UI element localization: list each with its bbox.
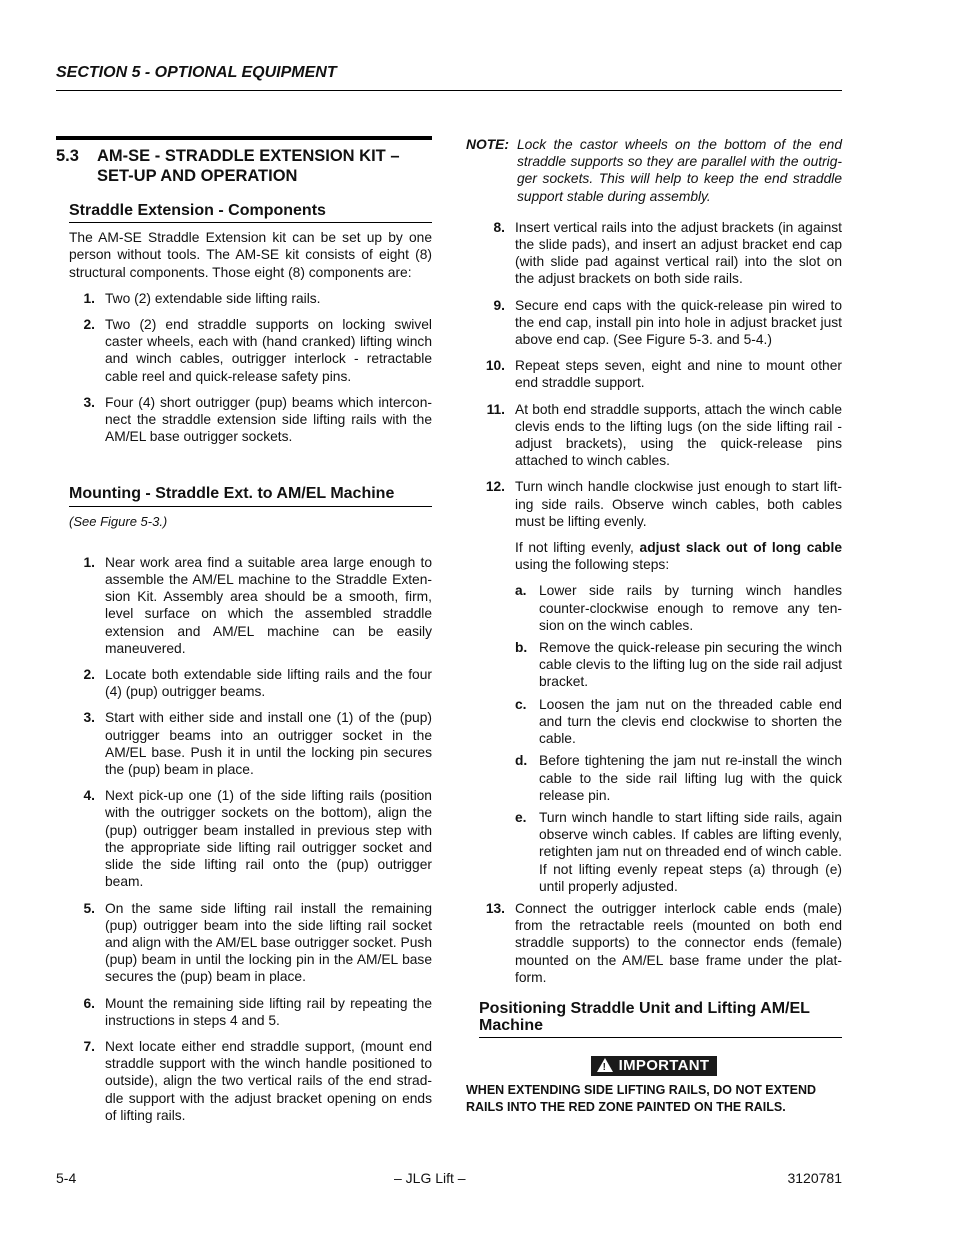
- components-intro: The AM-SE Straddle Extension kit can be set up by one person without tools. The AM-SE kit consists of eight (8) structural components. Those eight (8) components are:: [69, 230, 432, 280]
- item-letter: c.: [515, 696, 527, 712]
- item-text: Start with either side and install one (1) of the (pup) outrigger beams into an outrigger socket in the AM/EL base. Push it in until the locking pin secures the (pup) beam in place.: [105, 710, 432, 778]
- sub-list-item: [515, 809, 842, 895]
- item-letter: a.: [515, 583, 527, 599]
- item-number: 7.: [83, 1038, 95, 1054]
- not-lifting-paragraph: [515, 539, 842, 573]
- list-item: [69, 666, 432, 700]
- item-number: 2.: [83, 317, 95, 333]
- item-text: Before tightening the jam nut re-install the winch cable to the side rail lifting lug with the quick release pin.: [539, 753, 842, 803]
- item-number: 2.: [83, 667, 95, 683]
- item-text: Loosen the jam nut on the threaded cable end and turn the clevis end clockwise to shorten the cable.: [539, 696, 842, 747]
- sub-list-item: [515, 752, 842, 804]
- item-number: 13.: [485, 900, 505, 916]
- positioning-heading: Positioning Straddle Unit and Lifting AM/EL Machine: [479, 1000, 842, 1038]
- item-text: Locate both extendable side lifting rails and the four (4) (pup) outrigger beams.: [105, 667, 432, 700]
- important-text: WHEN EXTENDING SIDE LIFTING RAILS, DO NOT EXTEND RAILS INTO THE RED ZONE PAINTED ON THE RAILS.: [466, 1082, 817, 1114]
- paragraph-bold-text: adjust slack out of long cable: [639, 540, 842, 556]
- item-number: 9.: [493, 297, 505, 313]
- mounting-heading: Mounting - Straddle Ext. to AM/EL Machine: [69, 485, 432, 506]
- item-letter: e.: [515, 809, 527, 825]
- item-text: Remove the quick-release pin securing the winch cable clevis to the lifting lug on the side rail adjust bracket.: [539, 640, 842, 690]
- sub-list-item: [515, 582, 842, 634]
- item-text: Mount the remaining side lifting rail by repeating the instructions in steps 4 and 5.: [105, 995, 432, 1028]
- section-title-text: AM-SE - STRADDLE EXTENSION KIT – SET-UP AND OPERATION: [97, 147, 400, 185]
- important-badge: [591, 1056, 718, 1075]
- item-number: 3.: [83, 710, 95, 726]
- item-text: Near work area find a suitable area large enough to assemble the AM/EL machine to the Straddle Exten-sion Kit. Assembly area should be a smooth, firm, level surface on which the assembled straddle extension and AM/EL machine can be easily maneuvered.: [105, 554, 432, 656]
- item-text: Turn winch handle to start lifting side rails, again observe winch cables. If cables are lifting evenly, retighten jam nut on threaded end of winch cable. If not lifting evenly repeat steps (a) through (e) until properly adjusted.: [539, 809, 842, 894]
- item-number: 5.: [83, 900, 95, 916]
- section-header: SECTION 5 - OPTIONAL EQUIPMENT: [56, 64, 842, 91]
- list-item: [466, 297, 842, 349]
- figure-reference: (See Figure 5-3.): [69, 513, 168, 529]
- item-letter: b.: [515, 640, 528, 656]
- document-number: 3120781: [787, 1170, 842, 1186]
- item-text: Connect the outrigger interlock cable ends (male) from the retractable reels (mounted on both end straddle supports) to the connector ends (female) mounted on the AM/EL base frame under the plat-form.: [515, 900, 842, 985]
- item-number: 1.: [83, 554, 95, 570]
- list-item: [69, 394, 432, 446]
- item-number: 6.: [83, 995, 95, 1011]
- item-text: Two (2) end straddle supports on locking swivel caster wheels, each with (hand cranked) lifting winch and winch cables, outrigger interlock - retractable cable reel and quick-release safety pins.: [105, 317, 432, 384]
- item-text: Secure end caps with the quick-release pin wired to the end cap, install pin into hole in adjust bracket just above end cap. (See Figure 5-3. and 5-4.): [515, 297, 842, 348]
- important-banner: [466, 1056, 842, 1075]
- item-number: 8.: [493, 219, 505, 235]
- item-number: 10.: [485, 358, 505, 374]
- list-item: [69, 900, 432, 986]
- sub-list-item: [515, 639, 842, 691]
- item-number: 1.: [83, 290, 95, 306]
- note-block: [466, 136, 842, 205]
- item-text: At both end straddle supports, attach the winch cable clevis ends to the lifting lugs (on the side lifting rail - adjust brackets), using the quick-release pins attached to winch cables.: [515, 401, 842, 469]
- item-number: 12.: [485, 479, 505, 495]
- item-text: On the same side lifting rail install the remaining (pup) outrigger beam into the side lifting rail socket and align with the AM/EL base outrigger socket. Push (pup) beam in until the locking pin in the AM/EL base secures the (pup) beam in place.: [105, 900, 432, 985]
- list-item: [69, 316, 432, 385]
- paragraph-text: using the following steps:: [515, 557, 670, 573]
- page-number: 5-4: [56, 1170, 77, 1186]
- item-number: 4.: [83, 788, 95, 804]
- item-text: Next locate either end straddle support, (mount end straddle support with the winch handle positioned to outside), align the two vertical rails of the end strad-dle support with the adjust bracket opening on ends of lifting rails.: [105, 1038, 432, 1123]
- item-letter: d.: [515, 753, 528, 769]
- item-number: 11.: [486, 401, 505, 417]
- section-title: [56, 136, 432, 186]
- item-text: Next pick-up one (1) of the side lifting rails (position with the outrigger sockets on the bottom), align the (pup) outrigger beam installed in previous step with the appropriate side lifting rail outrigger socket and slide the side lifting rail onto the (pup) outrigger beam.: [105, 788, 432, 890]
- list-item: [466, 478, 842, 530]
- item-text: Repeat steps seven, eight and nine to mount other end straddle support.: [515, 358, 842, 391]
- list-item: [466, 900, 842, 986]
- warning-triangle-icon: [597, 1058, 613, 1072]
- footer-center: – JLG Lift –: [394, 1170, 466, 1186]
- item-number: 3.: [83, 394, 95, 410]
- components-heading: Straddle Extension - Components: [69, 202, 432, 223]
- list-item: [466, 219, 842, 288]
- list-item: [69, 290, 432, 307]
- list-item: [69, 709, 432, 778]
- left-column: [56, 136, 432, 1133]
- list-item: [69, 554, 432, 657]
- note-text: Lock the castor wheels on the bottom of the end straddle supports so they are parallel with the outrig-ger sockets. This will help to keep the end straddle support stable during assembly.: [517, 137, 842, 204]
- right-column: [466, 136, 842, 1116]
- list-item: [69, 787, 432, 890]
- list-item: [466, 401, 842, 470]
- section-number: 5.3: [56, 147, 79, 165]
- list-item: [69, 995, 432, 1029]
- important-label: IMPORTANT: [618, 1057, 710, 1075]
- item-text: Insert vertical rails into the adjust brackets (in against the slide pads), and insert an adjust bracket end cap (with slide pad against vertical rail) into the slot on the adjust brackets on both side rails.: [515, 219, 842, 287]
- item-text: Four (4) short outrigger (pup) beams which intercon-nect the straddle extension side lifting rails with the AM/EL base outrigger sockets.: [105, 394, 432, 445]
- sub-list-item: [515, 696, 842, 748]
- note-label: NOTE:: [466, 137, 509, 152]
- item-text: Two (2) extendable side lifting rails.: [105, 290, 321, 306]
- list-item: [466, 357, 842, 391]
- item-text: Turn winch handle clockwise just enough to start lift-ing side rails. Observe winch cables, both cables must be lifting evenly.: [515, 479, 842, 529]
- list-item: [69, 1038, 432, 1124]
- item-text: Lower side rails by turning winch handles counter-clockwise enough to remove any ten-sion on the winch cables.: [539, 583, 842, 633]
- paragraph-text: If not lifting evenly,: [515, 540, 640, 556]
